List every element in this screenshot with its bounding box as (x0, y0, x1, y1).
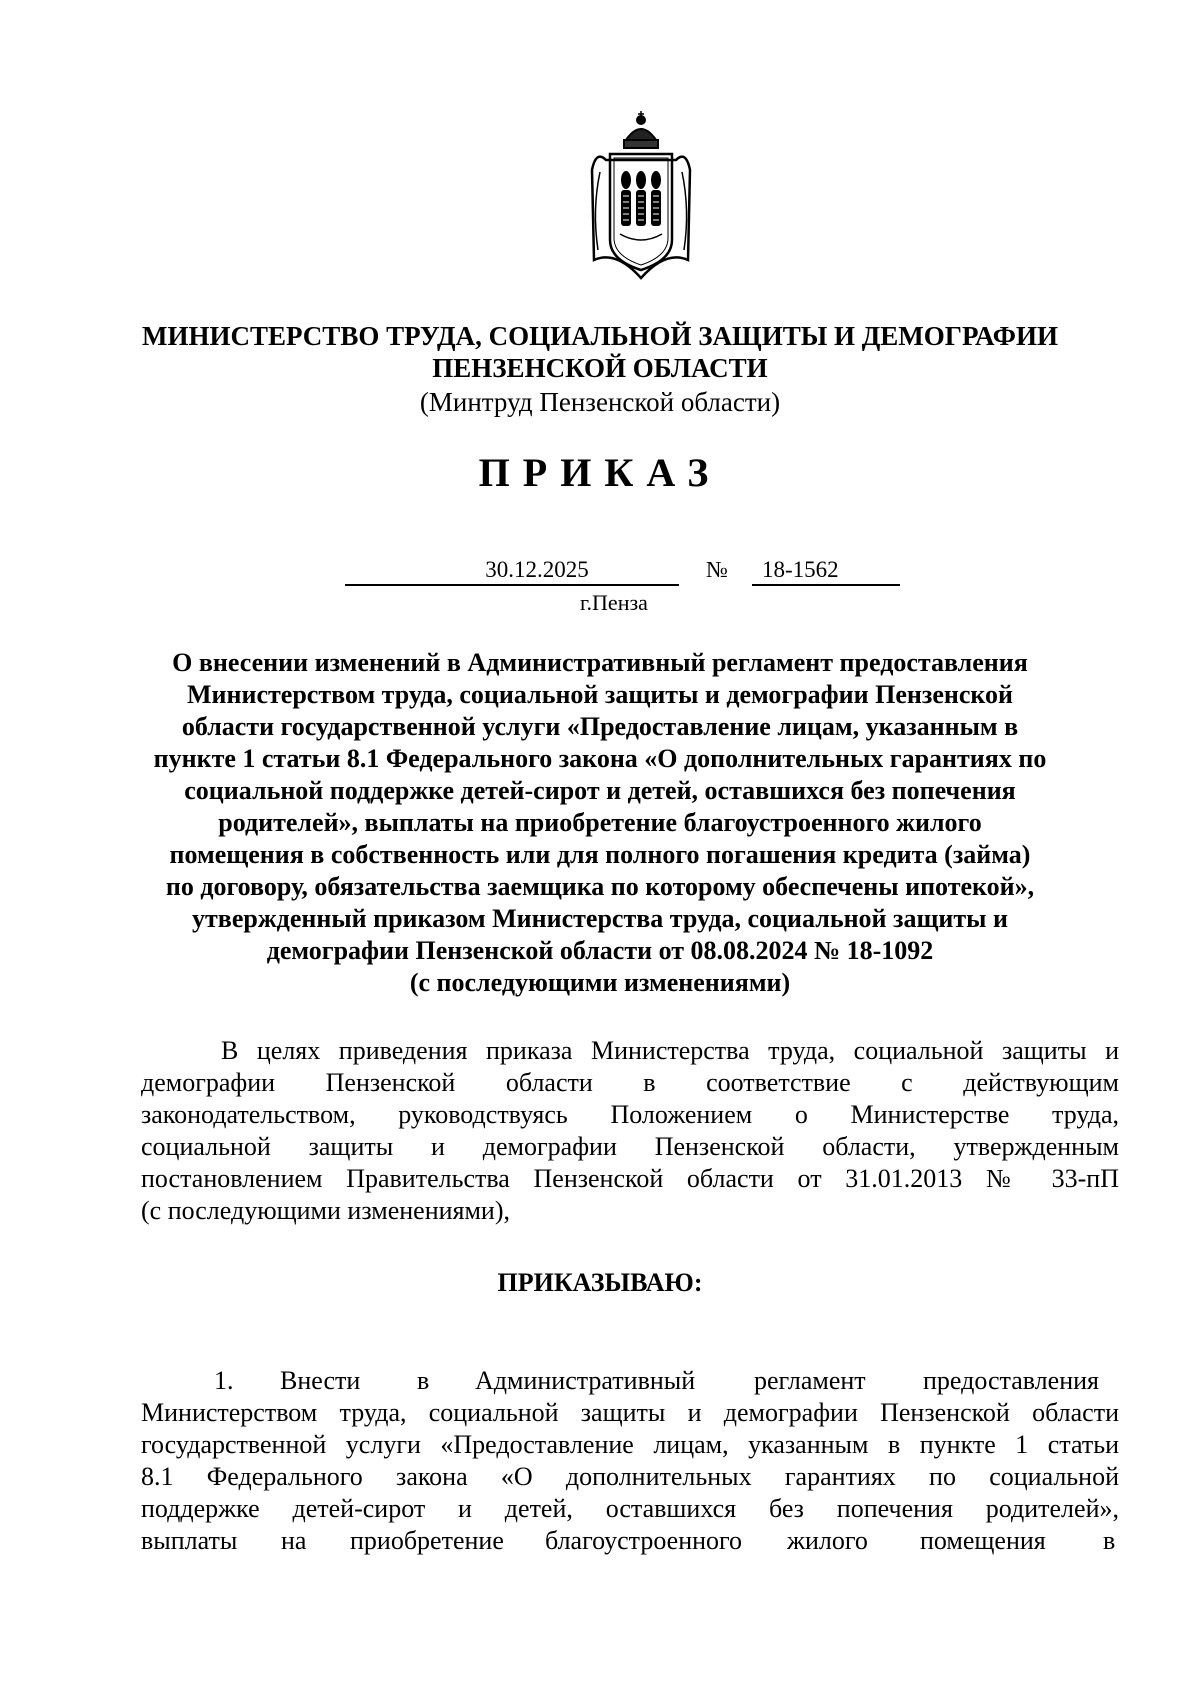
item1-line: поддержке детей-сирот и детей, оставшихся без попечения родителей», (141, 1494, 1119, 1523)
subject-line: (с последующими изменениями) (409, 968, 791, 997)
order-directive: ПРИКАЗЫВАЮ: (497, 1268, 703, 1297)
number-sign: № (706, 557, 728, 582)
item-word: Внести (280, 1366, 361, 1395)
item-word: регламент (754, 1366, 866, 1395)
subject-line: О внесении изменений в Административный регламент предоставления (172, 648, 1028, 677)
preamble-line: демографии Пензенской области в соответствие с действующим (141, 1068, 1119, 1097)
order-date: 30.12.2025 (345, 556, 679, 586)
item-word: на (281, 1526, 307, 1555)
subject-line: Министерством труда, социальной защиты и демографии Пензенской (186, 680, 1013, 709)
subject-line: по договору, обязательства заемщика по которому обеспечены ипотекой», (165, 872, 1035, 901)
item-word: жилого (787, 1526, 868, 1555)
item-word: 1. (214, 1366, 234, 1395)
item1-line: Министерством труда, социальной защиты и демографии Пензенской области (141, 1398, 1119, 1427)
item-word: приобретение (350, 1526, 504, 1555)
ministry-name-line2: ПЕНЗЕНСКОЙ ОБЛАСТИ (432, 353, 768, 383)
ministry-short-name: (Минтруд Пензенской области) (419, 387, 781, 417)
item-word: выплаты (141, 1526, 238, 1555)
item-word: в (1103, 1526, 1116, 1555)
subject-line: пункте 1 статьи 8.1 Федерального закона «О дополнительных гарантиях по (153, 744, 1047, 773)
item-word: благоустроенного (545, 1526, 743, 1555)
subject-line: демографии Пензенской области от 08.08.2024 № 18-1092 (266, 936, 934, 965)
item1-line: государственной услуги «Предоставление лицам, указанным в пункте 1 статьи (141, 1430, 1119, 1459)
penza-coat-of-arms-icon (586, 110, 696, 280)
preamble-line: В целях приведения приказа Министерства труда, социальной защиты и (221, 1036, 1119, 1065)
preamble-line: (с последующими изменениями), (141, 1196, 511, 1225)
preamble-line: законодательством, руководствуясь Положением о Министерстве труда, (141, 1100, 1119, 1129)
item-word: предоставления (923, 1366, 1099, 1395)
subject-line: помещения в собственность или для полного погашения кредита (займа) (169, 840, 1031, 869)
subject-line: родителей», выплаты на приобретение благоустроенного жилого (218, 808, 982, 837)
preamble-line: социальной защиты и демографии Пензенской области, утвержденным (141, 1132, 1119, 1161)
ministry-name-line1: МИНИСТЕРСТВО ТРУДА, СОЦИАЛЬНОЙ ЗАЩИТЫ И ДЕМОГРАФИИ (141, 321, 1058, 351)
subject-line: области государственной услуги «Предоставление лицам, указанным в (181, 712, 1019, 741)
document-type-title: ПРИКАЗ (478, 450, 722, 495)
item1-line: 8.1 Федерального закона «О дополнительных гарантиях по социальной (141, 1462, 1119, 1491)
preamble-line: постановлением Правительства Пензенской области от 31.01.2013 № 33-пП (141, 1164, 1119, 1193)
item-word: помещения (920, 1526, 1046, 1555)
order-city: г.Пенза (580, 590, 648, 615)
order-number: 18-1562 (752, 556, 900, 586)
subject-line: утвержденный приказом Министерства труда, социальной защиты и (192, 904, 1008, 933)
item-word: Административный (475, 1366, 696, 1395)
item-word: в (417, 1366, 430, 1395)
subject-line: социальной поддержке детей-сирот и детей, оставшихся без попечения (184, 776, 1016, 805)
